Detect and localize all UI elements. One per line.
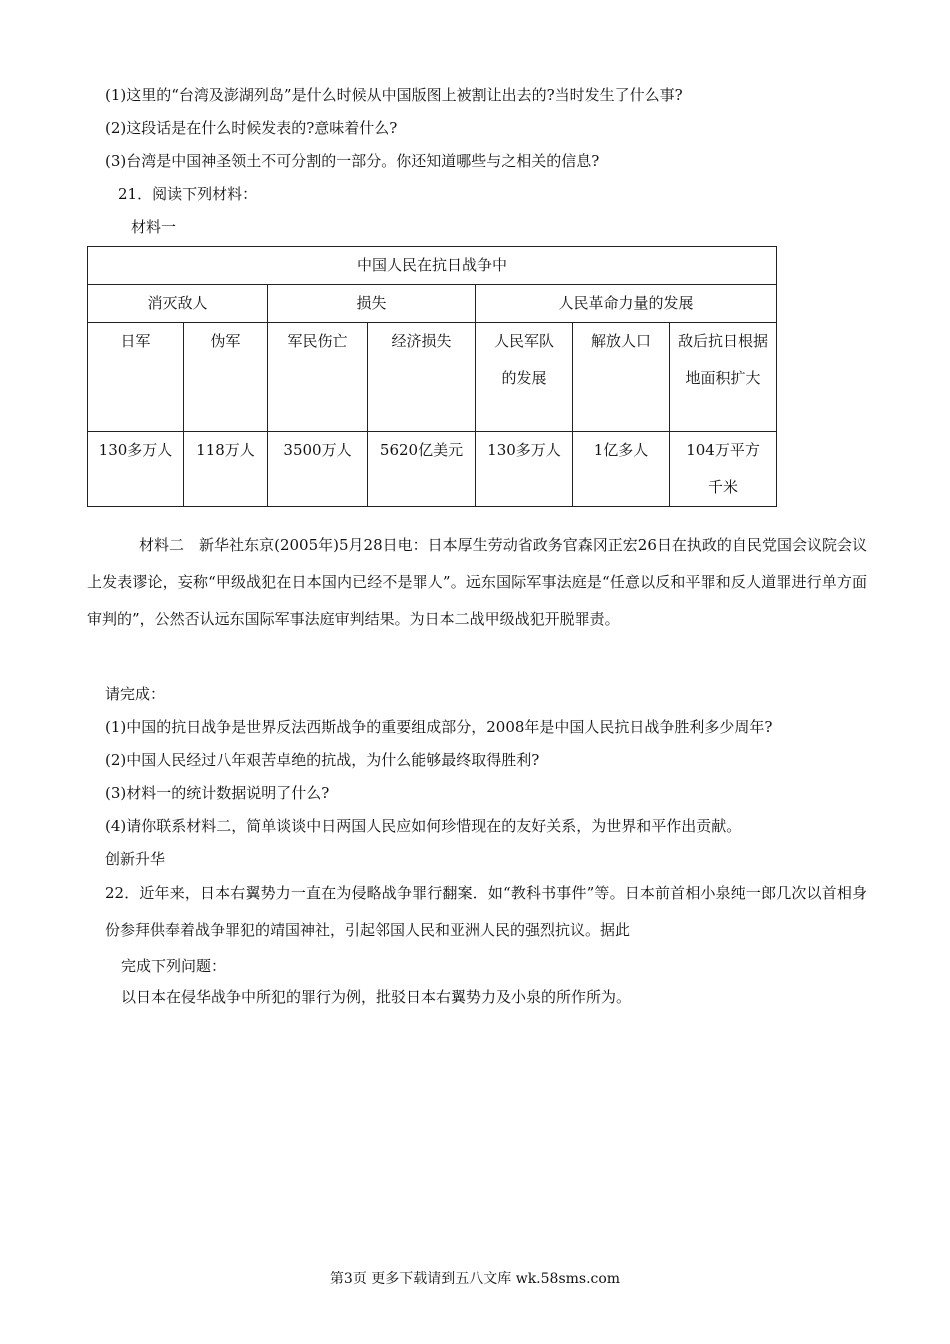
material2-paragraph: [87, 527, 867, 638]
q21-prompt: 请完成：: [105, 685, 166, 703]
column-header: 敌后抗日根据地面积扩大: [670, 323, 777, 432]
table-cell: 130多万人: [476, 432, 573, 507]
column-header: 解放人口: [573, 323, 670, 432]
table-cell: 1亿多人: [573, 432, 670, 507]
column-header: 伪军: [184, 323, 268, 432]
q20-item-3: (3)台湾是中国神圣领土不可分割的一部分。你还知道哪些与之相关的信息?: [105, 152, 600, 170]
group-header: 损失: [268, 285, 476, 323]
q20-item-1: (1)这里的“台湾及澎湖列岛”是什么时候从中国版图上被割让出去的?当时发生了什么事?: [105, 86, 683, 104]
table-header-row: [88, 323, 777, 432]
material2-text: 材料二 新华社东京(2005年)5月28日电：日本厚生劳动省政务官森冈正宏26日在执政的自民党国会议院会议上发表谬论，妄称“甲级战犯在日本国内已经不是罪人”。远东国际军事法庭是“任意以反和平罪和反人道罪进行单方面审判的”，公然否认远东国际军事法庭审判结果。为日本二战甲级战犯开脱罪责。: [87, 536, 867, 628]
table-cell: 118万人: [184, 432, 268, 507]
group-header: 人民革命力量的发展: [476, 285, 777, 323]
q21-title: 21．阅读下列材料：: [118, 185, 258, 203]
q20-item-2: (2)这段话是在什么时候发表的?意味着什么?: [105, 119, 398, 137]
q22-line-3: 以日本在侵华战争中所犯的罪行为例，批驳日本右翼势力及小泉的所作所为。: [121, 988, 632, 1006]
q21-item-4: (4)请你联系材料二，简单谈谈中日两国人民应如何珍惜现在的友好关系，为世界和平作出贡献。: [105, 817, 742, 835]
table-title: 中国人民在抗日战争中: [88, 247, 777, 285]
group-header: 消灭敌人: [88, 285, 268, 323]
column-header: 军民伤亡: [268, 323, 368, 432]
table-value-row: [88, 432, 777, 507]
material1-label: 材料一: [131, 218, 177, 236]
q21-item-2: (2)中国人民经过八年艰苦卓绝的抗战，为什么能够最终取得胜利?: [105, 751, 540, 769]
q21-item-3: (3)材料一的统计数据说明了什么?: [105, 784, 330, 802]
column-header: 经济损失: [368, 323, 476, 432]
q21-item-1: (1)中国的抗日战争是世界反法西斯战争的重要组成部分，2008年是中国人民抗日战争胜利多少周年?: [105, 718, 773, 736]
table-cell: 5620亿美元: [368, 432, 476, 507]
section-heading: 创新升华: [105, 850, 166, 868]
table-cell: 104万平方千米: [670, 432, 777, 507]
column-header: 日军: [88, 323, 184, 432]
table-cell: 130多万人: [88, 432, 184, 507]
war-statistics-table: [87, 246, 777, 507]
table-cell: 3500万人: [268, 432, 368, 507]
q22-line-2: 完成下列问题：: [121, 957, 227, 975]
table-title-row: [88, 247, 777, 285]
table-group-row: [88, 285, 777, 323]
q22-paragraph: 22．近年来，日本右翼势力一直在为侵略战争罪行翻案．如“教科书事件”等。日本前首相小泉纯一郎几次以首相身份参拜供奉着战争罪犯的靖国神社，引起邻国人民和亚洲人民的强烈抗议。据此: [105, 884, 867, 939]
page-footer: 第3页 更多下载请到五八文库 wk.58sms.com: [329, 1271, 621, 1287]
column-header: 人民军队的发展: [476, 323, 573, 432]
